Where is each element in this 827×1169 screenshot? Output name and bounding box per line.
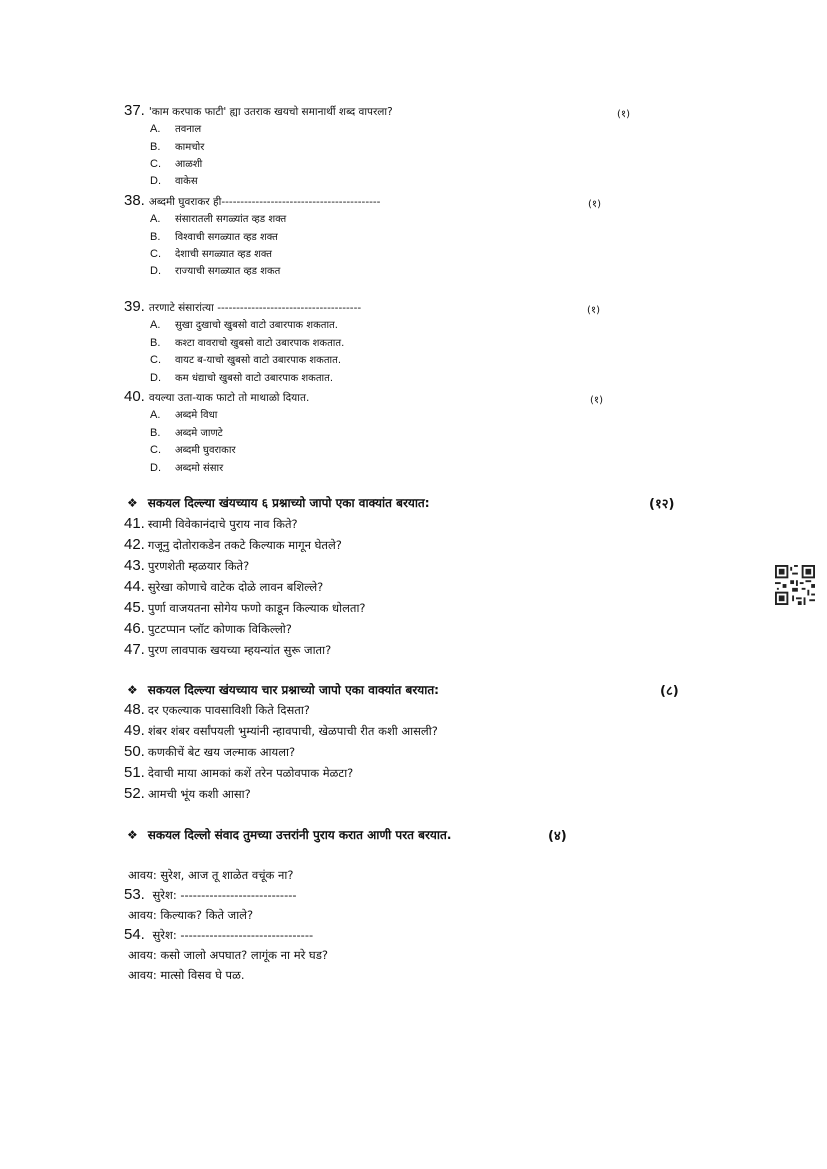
section-mark: (८) [660,684,679,699]
dialogue-line: आवय: कसो जालो अपघात? लागूंक ना मरे घड? [128,948,328,962]
option: D. राज्याची सगळ्यात व्हड शकत [150,265,281,277]
question-text: 'काम करपाक फाटी' ह्या उतराक खयचो समानार्थी शब्द वापरला? [148,106,393,118]
bullet-icon: ❖ [127,496,138,510]
question-text: तरणाटे संसारांत्या -------------------------------------- [148,302,362,314]
option: C. अब्दमी घुवराकार [150,444,236,456]
question-text: अब्दमी घुवराकर ही------------------------------------------ [148,196,381,208]
question-number: 37. [124,102,145,119]
question-number: 38. [124,192,145,209]
option: D. वाकेस [150,175,198,187]
short-question: 42. गजूनु दोतोराकडेन तकटे किल्याक मागून घेतले? [124,536,342,553]
bullet-icon: ❖ [127,828,138,842]
question-mark: (१) [588,199,602,210]
question-37 [124,103,393,120]
question-text: वयल्या उता-याक फाटो तो माथाळो दियात. [148,392,310,404]
option: C. वायट ब-याचो खुबसो वाटो उबारपाक शकतात. [150,354,342,366]
option: D. कम धंद्याचो खुबसो वाटो उबारपाक शकतात. [150,372,334,384]
dialogue-line: आवय: किल्याक? किते जाले? [128,908,254,922]
option: B. अब्दमे जाणटे [150,427,223,439]
dialogue-line: 54. सुरेश: -------------------------------- [124,926,314,943]
dialogue-line: 53. सुरेश: ---------------------------- [124,886,297,903]
option: A. तवनाल [150,123,202,135]
bullet-icon: ❖ [127,683,138,697]
question-38 [124,193,380,210]
short-question: 52. आमची भूंय कशी आसा? [124,785,251,802]
dialogue-line: आवय: सुरेश, आज तू शाळेत वचूंक ना? [128,868,294,882]
option: A. संसारातली सगळ्यांत व्हड शक्त [150,213,287,225]
section-heading-1 [127,494,430,511]
option: B. कामचोर [150,141,205,153]
section-title: सकयल दिल्लो संवाद तुमच्या उत्तरांनी पुराय करात आणी परत बरयात. [147,828,452,842]
question-number: 39. [124,298,145,315]
short-question: 45. पुर्णा वाजयतना सोगेय फणो काडून किल्याक धोलता? [124,599,366,616]
short-question: 48. दर एकल्याक पावसाविशी किते दिसता? [124,701,310,718]
option: A. सुखा दुखाचो खुबसो वाटो उबारपाक शकतात. [150,319,338,331]
section-title: सकयल दिल्ल्या खंयच्याय चार प्रश्नाच्यो जापो एका वाक्यांत बरयात: [147,683,439,697]
short-question: 44. सुरेखा कोणाचे वाटेक दोळे लावन बशिल्ले? [124,578,324,595]
short-question: 51. देवाची माया आमकां कशें तरेन पळोवपाक मेळटा? [124,764,354,781]
question-mark: (१) [617,109,631,120]
section-heading-3 [127,826,451,843]
option: C. देशाची सगळ्यात व्हड शक्त [150,248,272,260]
question-mark: (१) [590,395,604,406]
section-heading-2 [127,681,439,698]
option: C. आळशी [150,158,203,170]
option: B. विश्वाची सगळ्यात व्हड शक्त [150,231,278,243]
qr-code-icon [775,565,815,605]
short-question: 47. पुरण लावपाक खयच्या म्हयन्यांत सुरू जाता? [124,641,332,658]
short-question: 50. कणकीचें बेट खय जल्माक आयला? [124,743,296,760]
short-question: 49. शंबर शंबर वर्सांपयली भुम्यांनी न्हावपाची, खेळपाची रीत कशी आसली? [124,722,438,739]
question-mark: (१) [587,305,601,316]
short-question: 43. पुरणशेती म्हळयार किते? [124,557,250,574]
option: B. कश्टा वावराचो खुबसो वाटो उबारपाक शकतात. [150,337,345,349]
section-mark: (१२) [649,497,675,512]
question-40 [124,389,309,406]
dialogue-line: आवय: मात्सो विसव घे पळ. [128,968,245,982]
short-question: 41. स्वामी विवेकानंदाचे पुराय नाव किते? [124,515,298,532]
short-question: 46. पुटटप्पान प्लॉट कोणाक विकिल्लो? [124,620,292,637]
question-39 [124,299,361,316]
section-title: सकयल दिल्ल्या खंयच्याय ६ प्रश्नाच्यो जापो एका वाक्यांत बरयात: [147,496,430,510]
question-number: 40. [124,388,145,405]
option: A. अब्दमे विधा [150,409,218,421]
section-mark: (४) [548,829,567,844]
option: D. अब्दमो संसार [150,462,224,474]
